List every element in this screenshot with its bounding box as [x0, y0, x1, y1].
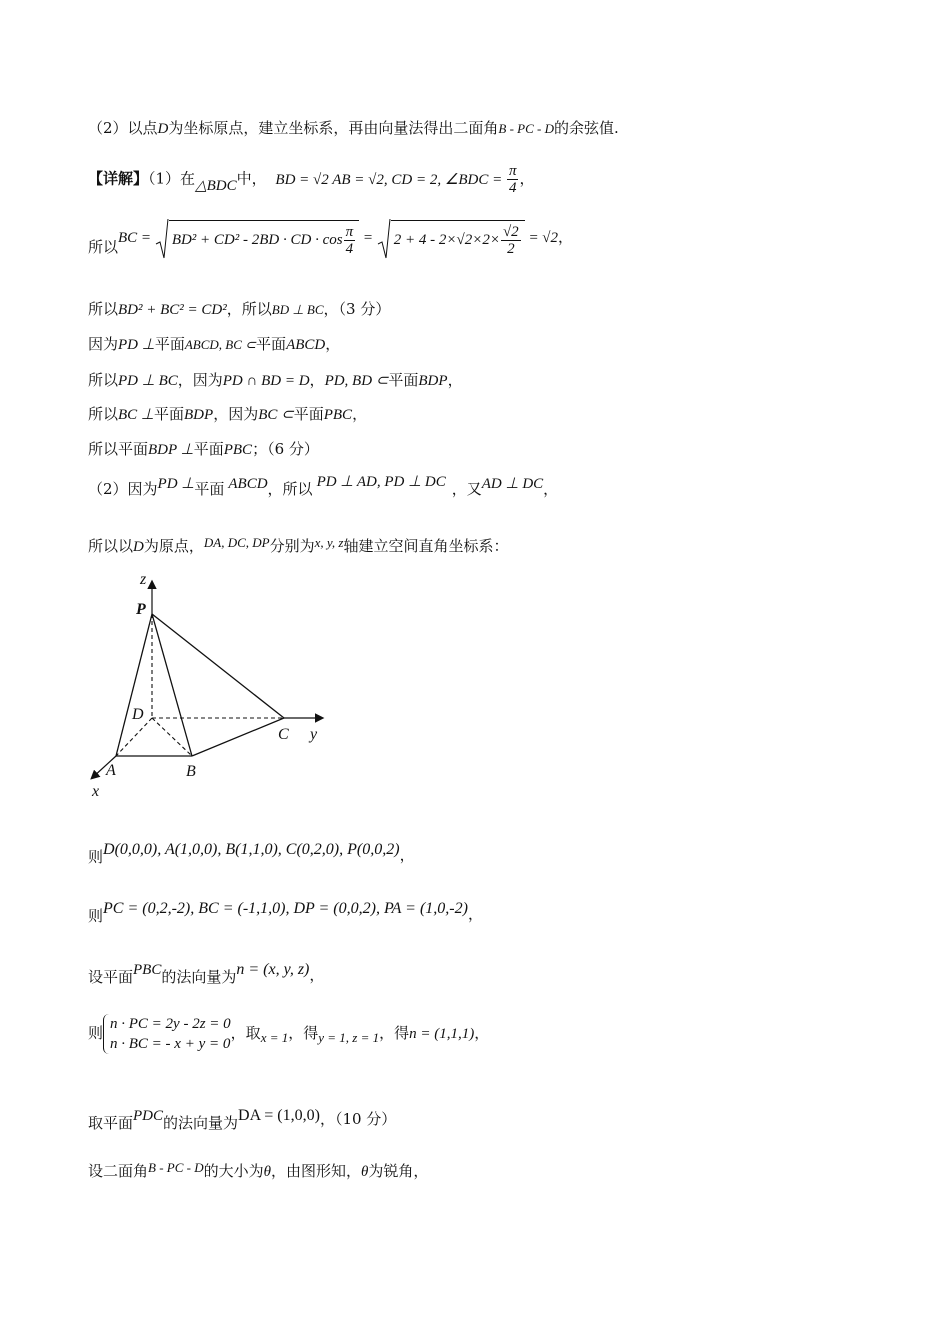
edge-pa: [116, 614, 152, 756]
bd-perp-bc: BD ⊥ BC: [271, 302, 324, 317]
intro-line: [88, 117, 619, 140]
pythag-eq: BD² + BC² = CD²: [118, 302, 227, 318]
vectors-line: 则PC = (0,2,-2), BC = (-1,1,0), DP = (0,0,2), PA = (1,0,-2)，: [88, 900, 483, 925]
intro-text-end: 的余弦值.: [554, 119, 619, 137]
edge-pc: [152, 614, 284, 718]
vector-coords: PC = (0,2,-2), BC = (-1,1,0), DP = (0,0,2), PA = (1,0,-2): [103, 900, 468, 917]
edge-bc: [192, 718, 284, 756]
bc-radical-1: BD² + CD² - 2BD · CD · cos $\frac{\pi}{4}$: [155, 218, 359, 258]
pdc-line: 取平面PDC的法向量为DA = (1,0,0)，（10 分）: [88, 1107, 397, 1132]
label-x: x: [92, 783, 100, 800]
detail-zhong: 中，: [236, 169, 267, 188]
line-part2: （2）因为PD ⊥平面 ABCD，所以 PD ⊥ AD, PD ⊥ DC ，又AD ⊥ DC，: [88, 474, 559, 498]
triangle-bdc: △BDC: [195, 177, 237, 194]
line-bc-perp: 所以BC ⊥平面BDP，因为BC ⊂平面PBC，: [88, 405, 368, 423]
detail-text: （1）在: [148, 169, 196, 188]
bc-line: [88, 215, 573, 263]
score-6: ；（6 分）: [252, 440, 319, 458]
coords-line: 则D(0,0,0), A(1,0,0), B(1,1,0), C(0,2,0), P(0,0,2)，: [88, 841, 415, 866]
detail-line: [88, 163, 534, 196]
system-line: 则 n · PC = 2y - 2z = 0 n · BC = - x + y = 0 ，取x = 1，得y = 1, z = 1，得n = (1,1,1)，: [88, 1016, 490, 1052]
equation-system: n · PC = 2y - 2z = 0 n · BC = - x + y = 0: [103, 1014, 231, 1054]
point-coords: D(0,0,0), A(1,0,0), B(1,1,0), C(0,2,0), P(0,0,2): [103, 841, 400, 858]
line-pd-bc: 所以PD ⊥ BC，因为PD ∩ BD = D，PD, BD ⊂平面BDP，: [88, 371, 463, 389]
line-pd-perp: 因为PD ⊥平面ABCD, BC ⊂平面ABCD，: [88, 335, 341, 353]
intro-text-mid: 为坐标原点，建立坐标系，再由向量法得出二面角: [168, 119, 499, 137]
bc-eq-mid: =: [359, 230, 377, 246]
line-bd-bc: 所以BD² + BC² = CD²，所以BD ⊥ BC，（3 分）: [88, 300, 391, 318]
score-10: ，（10 分）: [319, 1110, 397, 1128]
da-vector: DA = (1,0,0): [238, 1107, 320, 1124]
score-3: ，（3 分）: [323, 300, 391, 318]
bc-eq-left: BC =: [118, 230, 155, 246]
bc-comma: ，: [558, 228, 574, 246]
edge-pb: [152, 614, 192, 756]
bc-result: = √2: [524, 230, 559, 246]
detail-comma: ，: [519, 169, 535, 188]
intro-origin: D: [157, 121, 169, 137]
normal-result: n = (1,1,1): [409, 1026, 475, 1042]
normal-line: 设平面PBC的法向量为n = (x, y, z)，: [88, 961, 325, 986]
pyramid-figure: [82, 568, 342, 800]
label-d: D: [132, 706, 144, 723]
label-y: y: [310, 726, 318, 743]
label-p: P: [136, 601, 146, 618]
detail-label: 【详解】: [88, 169, 149, 188]
label-b: B: [186, 763, 196, 780]
intro-dihedral: B - PC - D: [498, 121, 555, 136]
bc-radical-2: 2 + 4 - 2×√2×2× $\frac{√2}{2}$: [377, 218, 525, 258]
normal-vector: n = (x, y, z): [236, 961, 310, 978]
bc-suoyi: 所以: [88, 238, 119, 256]
label-z: z: [140, 571, 147, 588]
label-c: C: [278, 726, 289, 743]
pi-over-4: $\frac{\pi}{4}$: [508, 163, 517, 196]
detail-equation: BD = √2 AB = √2, CD = 2, ∠BDC =: [275, 171, 506, 188]
line-plane-perp: 所以平面BDP ⊥平面PBC；（6 分）: [88, 440, 319, 458]
line-coord-setup: 所以以D为原点，DA, DC, DP分别为x, y, z轴建立空间直角坐标系：: [88, 535, 509, 555]
label-a: A: [106, 762, 116, 779]
last-line: 设二面角B - PC - D的大小为θ，由图形知，θ为锐角，: [88, 1160, 429, 1180]
intro-text: （2）以点: [88, 119, 158, 137]
